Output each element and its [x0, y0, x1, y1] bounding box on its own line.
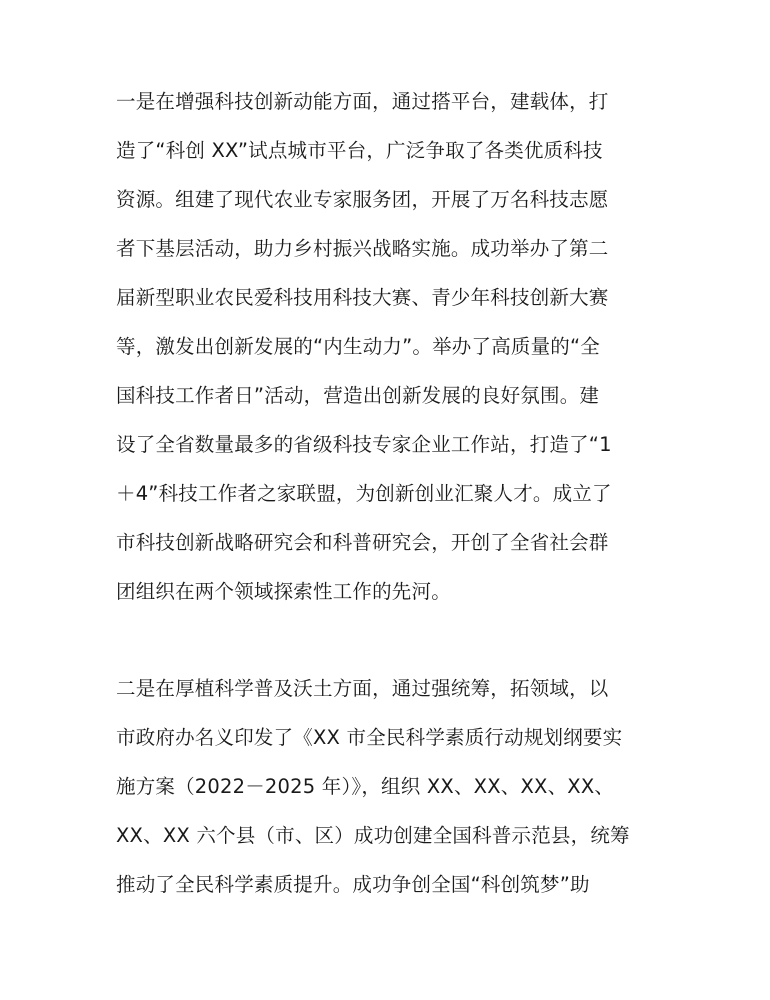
text-line: 等，激发出创新发展的“内生动力”。举办了高质量的“全 — [116, 335, 601, 358]
text-line: 市科技创新战略研究会和科普研究会，开创了全省社会群 — [116, 531, 609, 554]
paragraph-science-popularization — [116, 664, 661, 909]
text-line: XX、XX 六个县（市、区）成功创建全国科普示范县，统筹 — [116, 824, 630, 847]
text-line: 者下基层活动，助力乡村振兴战略实施。成功举办了第二 — [116, 237, 609, 260]
text-line: 推动了全民科学素质提升。成功争创全国“科创筑梦”助 — [116, 873, 590, 896]
text-line: 团组织在两个领域探索性工作的先河。 — [116, 580, 451, 603]
text-line: 届新型职业农民爱科技用科技大赛、青少年科技创新大赛 — [116, 286, 609, 309]
text-line: 设了全省数量最多的省级科技专家企业工作站，打造了“1 — [116, 433, 612, 456]
paragraph-science-innovation — [116, 77, 661, 616]
text-line: 造了“科创 XX”试点城市平台，广泛争取了各类优质科技 — [116, 139, 603, 162]
text-line: 资源。组建了现代农业专家服务团，开展了万名科技志愿 — [116, 188, 609, 211]
text-line: 市政府办名义印发了《XX 市全民科学素质行动规划纲要实 — [116, 726, 623, 749]
text-line: 施方案（2022－2025 年）》，组织 XX、XX、XX、XX、 — [116, 775, 615, 798]
text-line: 二是在厚植科学普及沃土方面，通过强统筹，拓领域，以 — [116, 677, 609, 700]
text-line: 国科技工作者日”活动，营造出创新发展的良好氛围。建 — [116, 384, 600, 407]
text-line: ＋4”科技工作者之家联盟，为创新创业汇聚人才。成立了 — [116, 482, 612, 505]
text-line: 一是在增强科技创新动能方面，通过搭平台，建载体，打 — [116, 90, 609, 113]
